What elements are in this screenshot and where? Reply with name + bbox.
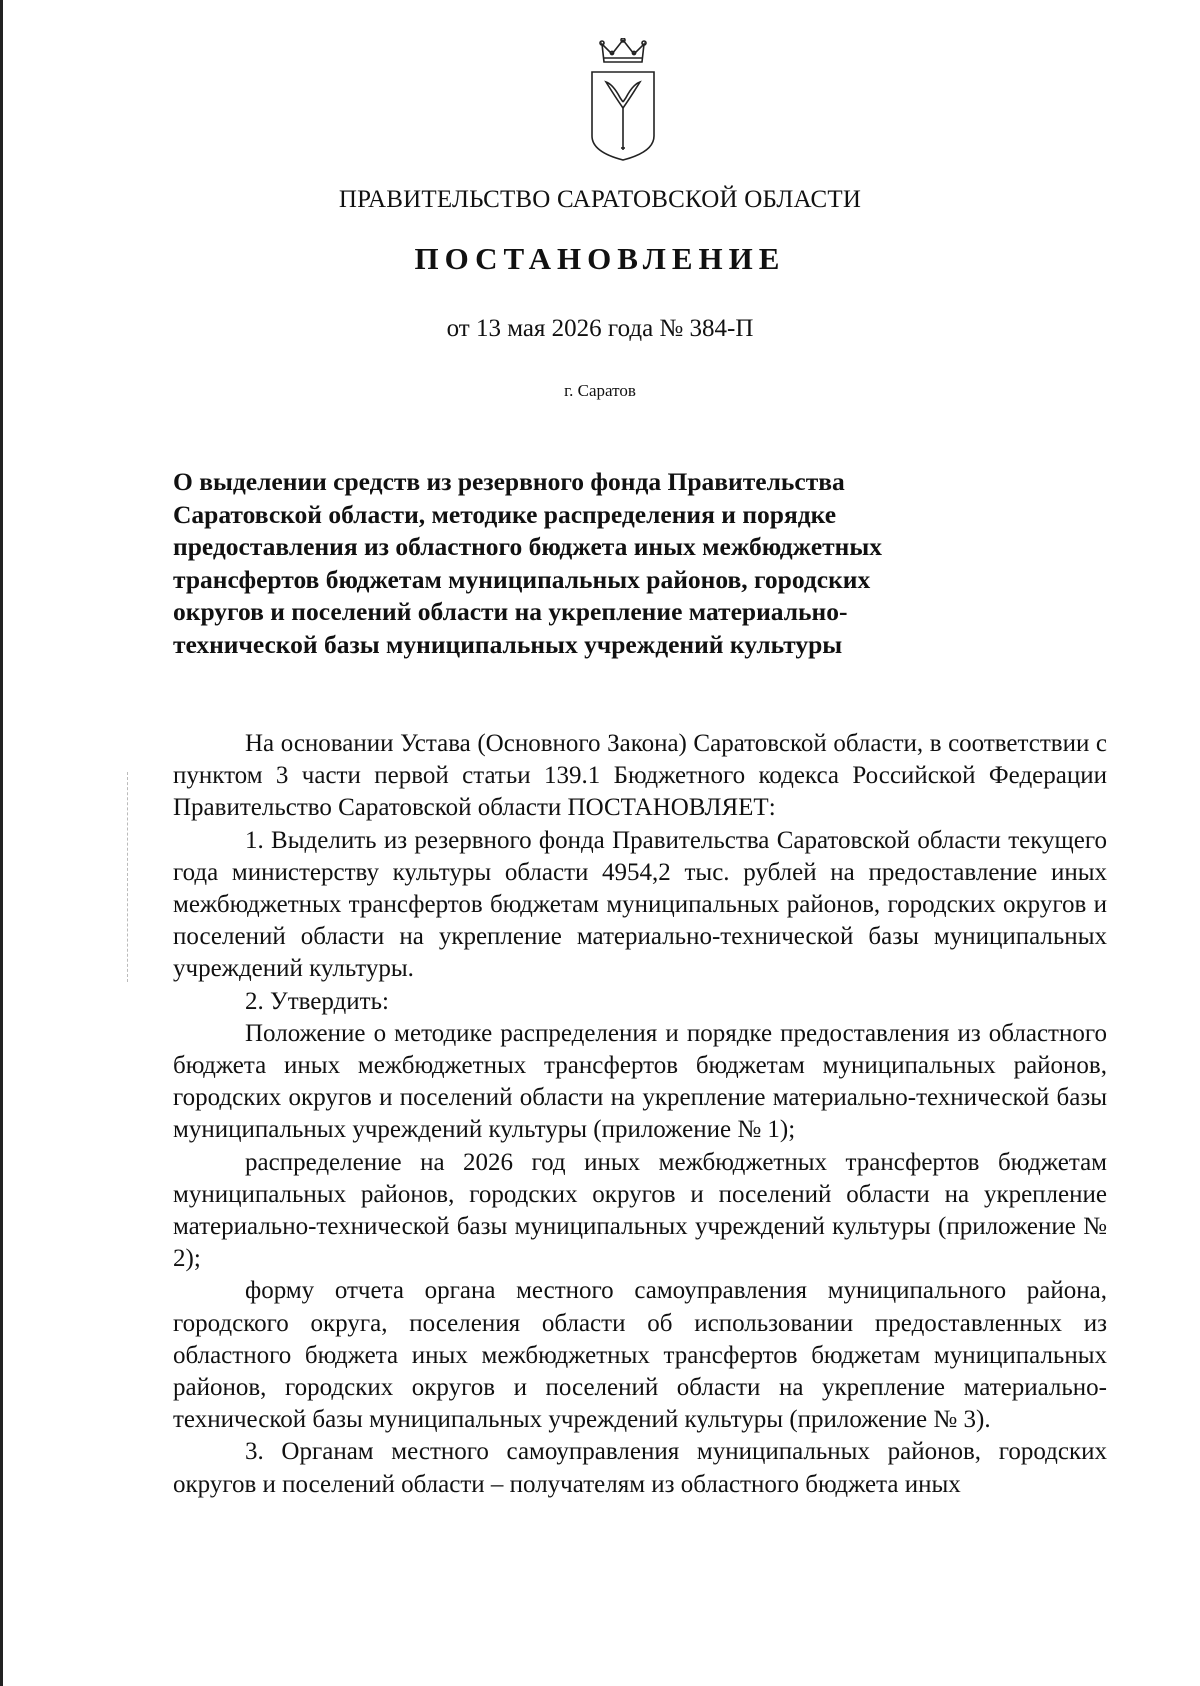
city: г. Саратов — [564, 381, 636, 400]
title-line: округов и поселений области на укрепление материально- — [173, 597, 848, 626]
paragraph-item-2: 2. Утвердить: — [245, 987, 389, 1015]
scan-mark — [127, 772, 130, 982]
title-line: О выделении средств из резервного фонда Правительства — [173, 467, 845, 496]
document-title — [173, 466, 953, 661]
document-body — [173, 728, 1107, 1501]
paragraph-appendix-2: распределение на 2026 год иных межбюджетных трансфертов бюджетам муниципальных районов, городских округов и поселений области на укрепление материально-технической базы муниципальных учреждений культуры (приложение № 2); — [173, 1148, 1107, 1273]
saratov-coat-of-arms-icon — [588, 38, 658, 162]
paragraph-item-1: 1. Выделить из резервного фонда Правительства Саратовской области текущего года министерству культуры области 4954,2 тыс. рублей на предоставление иных межбюджетных трансфертов бюджетам муниципальных районов, городских округов и поселений области на укрепление материально-технической базы муниципальных учреждений культуры. — [173, 826, 1107, 983]
government-name: ПРАВИТЕЛЬСТВО САРАТОВСКОЙ ОБЛАСТИ — [338, 186, 862, 213]
date-and-number: от 13 мая 2026 года № 384-П — [446, 315, 754, 342]
title-line: Саратовской области, методике распределения и порядке — [173, 499, 837, 529]
document-type: ПОСТАНОВЛЕНИЕ — [414, 241, 786, 276]
title-line: технической базы муниципальных учреждений культуры — [173, 629, 843, 659]
title-line: предоставления из областного бюджета иных межбюджетных — [173, 532, 883, 561]
paragraph-item-3: 3. Органам местного самоуправления муниципальных районов, городских округов и поселений области – получателям из областного бюджета иных — [173, 1438, 1107, 1498]
paragraph-appendix-3: форму отчета органа местного самоуправления муниципального района, городского округа, поселения области об использовании предоставленных из областного бюджета иных межбюджетных трансфертов бюджетам муниципальных районов, городских округов и поселений области на укрепление материально-технической базы муниципальных учреждений культуры (приложение № 3). — [173, 1277, 1107, 1434]
title-line: трансфертов бюджетам муниципальных районов, городских — [173, 564, 871, 594]
paragraph-preamble: На основании Устава (Основного Закона) Саратовской области, в соответствии с пунктом 3 части первой статьи 139.1 Бюджетного кодекса Российской Федерации Правительство Саратовской области ПОСТАНОВЛЯЕТ: — [173, 730, 1107, 822]
paragraph-appendix-1: Положение о методике распределения и порядке предоставления из областного бюджета иных межбюджетных трансфертов бюджетам муниципальных районов, городских округов и поселений области на укрепление материально-технической базы муниципальных учреждений культуры (приложение № 1); — [173, 1019, 1107, 1144]
